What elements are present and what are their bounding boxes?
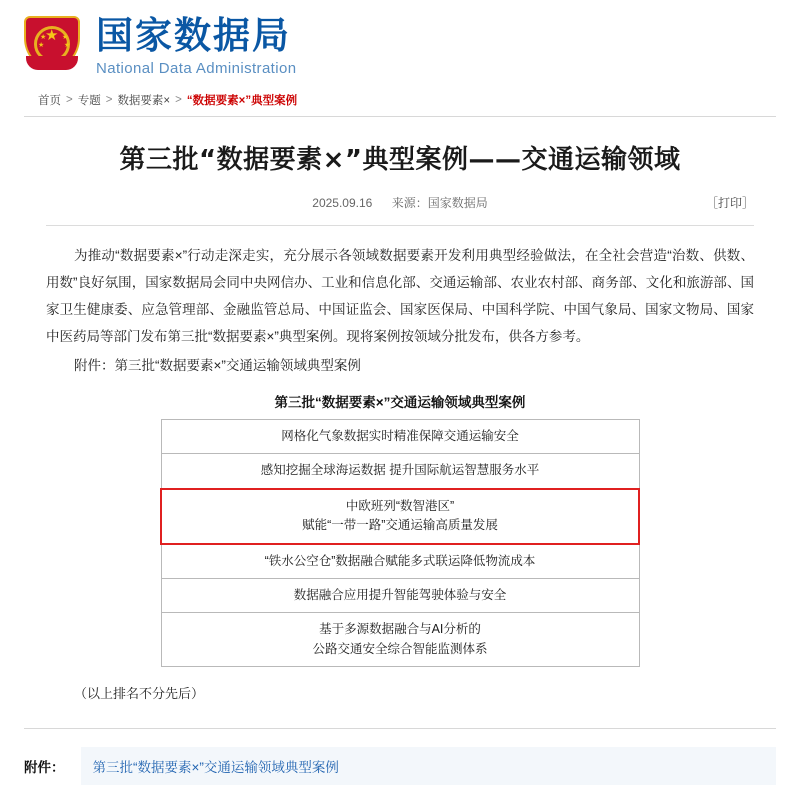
header-divider xyxy=(24,116,776,117)
table-cell: 网格化气象数据实时精准保障交通运输安全 xyxy=(161,420,639,454)
table-row xyxy=(161,544,639,579)
article-body xyxy=(46,242,754,350)
breadcrumb-separator: > xyxy=(175,94,182,106)
breadcrumb-item-data-element[interactable]: 数据要素× xyxy=(117,95,171,107)
site-title-block xyxy=(96,10,296,77)
case-table xyxy=(160,419,640,667)
article-paragraph: 为推动“数据要素×”行动走深走实，充分展示各领域数据要素开发利用典型经验做法，在全社会营造“治数、供数、用数”良好氛围，国家数据局会同中央网信办、工业和信息化部、交通运输部、农业农村部、商务部、文化和旅游部、国家卫生健康委、应急管理部、金融监管总局、中国证监会、国家医保局、中国科学院、中国气象局、国家文物局、国家中医药局等部门发布第三批“数据要素×”典型案例。现将案例按领域分批发布，供各方参考。 xyxy=(46,248,754,344)
attachment-label: 附件： xyxy=(24,760,65,775)
table-row xyxy=(161,420,639,454)
site-name-en: National Data Administration xyxy=(96,59,297,77)
publish-source: 来源：国家数据局 xyxy=(391,196,488,210)
table-cell-line: 赋能“一带一路”交通运输高质量发展 xyxy=(302,518,498,533)
table-cell: “铁水公空仓”数据融合赋能多式联运降低物流成本 xyxy=(161,544,639,579)
table-row xyxy=(161,613,639,667)
table-cell xyxy=(161,489,639,544)
site-header xyxy=(0,0,800,80)
article xyxy=(0,139,800,702)
breadcrumb-item-home[interactable]: 首页 xyxy=(38,95,61,107)
article-meta xyxy=(46,194,754,211)
table-cell-line: 中欧班列“数智港区” xyxy=(345,498,455,513)
table-cell-line: 基于多源数据融合与AI分析的 xyxy=(319,622,481,637)
meta-divider xyxy=(46,225,754,226)
rank-note: （以上排名不分先后） xyxy=(74,686,205,701)
table-title: 第三批“数据要素×”交通运输领域典型案例 xyxy=(274,395,526,410)
breadcrumb-separator: > xyxy=(66,94,73,106)
table-cell: 数据融合应用提升智能驾驶体验与安全 xyxy=(161,578,639,612)
publish-date: 2025.09.16 xyxy=(312,196,373,210)
table-cell xyxy=(161,613,639,667)
breadcrumb-separator: > xyxy=(105,94,113,106)
breadcrumb-item-current: “数据要素×”典型案例 xyxy=(186,95,298,107)
breadcrumb-item-topics[interactable]: 专题 xyxy=(77,95,101,107)
national-emblem-icon: ★ ★ ★ ★ ★ xyxy=(18,12,86,80)
table-cell-line: 公路交通安全综合智能监测体系 xyxy=(312,641,488,656)
attachment-link[interactable]: 第三批“数据要素×”交通运输领域典型案例 xyxy=(81,747,777,785)
page-title: 第三批“数据要素×”典型案例——交通运输领域 xyxy=(119,145,681,175)
table-cell: 感知挖掘全球海运数据 提升国际航运智慧服务水平 xyxy=(161,454,639,489)
table-row xyxy=(161,578,639,612)
table-row xyxy=(161,454,639,489)
print-button[interactable]: ［打印］ xyxy=(705,196,754,210)
table-row-highlighted xyxy=(161,489,639,544)
attachment-section xyxy=(0,729,800,785)
breadcrumb xyxy=(38,92,800,108)
attachment-note: 附件：第三批“数据要素×”交通运输领域典型案例 xyxy=(74,358,361,373)
site-name-cn: 国家数据局 xyxy=(96,14,291,57)
